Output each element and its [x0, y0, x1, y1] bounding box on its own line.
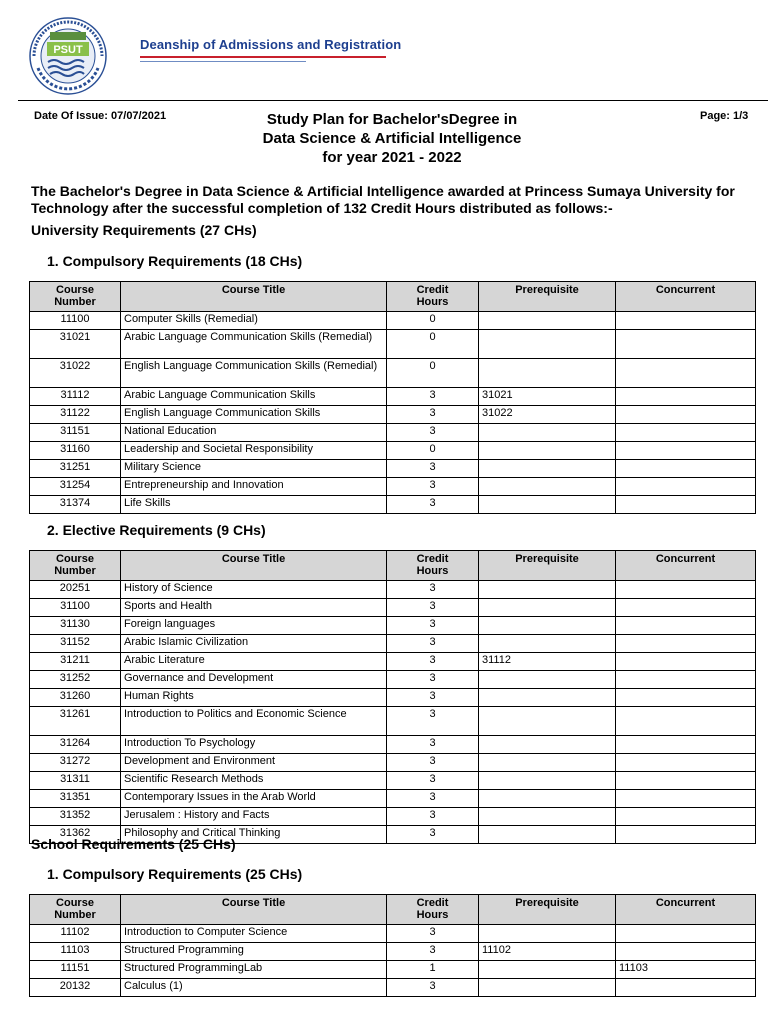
course-title-cell: Arabic Language Communication Skills (Remedial)	[121, 330, 387, 359]
credit-hours-cell: 3	[387, 460, 479, 478]
prerequisite-cell	[479, 961, 616, 979]
credit-hours-cell: 3	[387, 635, 479, 653]
concurrent-cell	[616, 979, 756, 997]
course-title-cell: Development and Environment	[121, 754, 387, 772]
credit-hours-cell: 0	[387, 442, 479, 460]
col-header-prerequisite: Prerequisite	[479, 282, 616, 312]
concurrent-cell	[616, 359, 756, 388]
course-row	[30, 925, 756, 943]
prerequisite-cell	[479, 496, 616, 514]
credit-hours-cell: 3	[387, 671, 479, 689]
course-row	[30, 496, 756, 514]
intro-paragraph: The Bachelor's Degree in Data Science & Artificial Intelligence awarded at Princess Sumaya University for Technology after the successful completion of 132 Credit Hours distributed as follows:-	[31, 183, 735, 216]
course-number-cell: 11103	[30, 943, 121, 961]
prerequisite-cell: 11102	[479, 943, 616, 961]
credit-hours-cell: 3	[387, 617, 479, 635]
credit-hours-cell: 3	[387, 581, 479, 599]
course-title-cell: Introduction to Politics and Economic Science	[121, 707, 387, 736]
concurrent-cell	[616, 406, 756, 424]
uni-compulsory-heading: 1. Compulsory Requirements (18 CHs)	[47, 253, 303, 269]
course-title-cell: Introduction To Psychology	[121, 736, 387, 754]
course-number-cell: 31351	[30, 790, 121, 808]
credit-hours-cell: 3	[387, 754, 479, 772]
university-requirements-heading: University Requirements (27 CHs)	[31, 222, 257, 238]
concurrent-cell	[616, 312, 756, 330]
credit-hours-cell: 0	[387, 359, 479, 388]
course-row	[30, 424, 756, 442]
concurrent-cell: 11103	[616, 961, 756, 979]
course-number-cell: 31100	[30, 599, 121, 617]
course-number-cell: 31160	[30, 442, 121, 460]
credit-hours-cell: 3	[387, 388, 479, 406]
course-title-cell: Philosophy and Critical Thinking	[121, 826, 387, 844]
concurrent-cell	[616, 925, 756, 943]
concurrent-cell	[616, 442, 756, 460]
course-row	[30, 406, 756, 424]
prerequisite-cell: 31022	[479, 406, 616, 424]
col-header-course-number: Course Number	[30, 895, 121, 925]
course-row	[30, 808, 756, 826]
credit-hours-cell: 3	[387, 599, 479, 617]
psut-seal-logo	[28, 16, 108, 96]
document-title	[216, 110, 568, 167]
prerequisite-cell	[479, 312, 616, 330]
uni-compulsory-table	[29, 281, 756, 514]
course-number-cell: 11102	[30, 925, 121, 943]
prerequisite-cell	[479, 736, 616, 754]
school-compulsory-body	[30, 925, 756, 997]
course-row	[30, 442, 756, 460]
col-header-prerequisite: Prerequisite	[479, 895, 616, 925]
course-number-cell: 31272	[30, 754, 121, 772]
concurrent-cell	[616, 424, 756, 442]
credit-hours-cell: 3	[387, 808, 479, 826]
course-number-cell: 31152	[30, 635, 121, 653]
course-number-cell: 31130	[30, 617, 121, 635]
credit-hours-cell: 3	[387, 925, 479, 943]
header-divider	[18, 100, 768, 101]
table-header-row	[30, 551, 756, 581]
course-title-cell: Sports and Health	[121, 599, 387, 617]
course-title-cell: Foreign languages	[121, 617, 387, 635]
credit-hours-cell: 3	[387, 406, 479, 424]
prerequisite-cell: 31112	[479, 653, 616, 671]
course-row	[30, 961, 756, 979]
prerequisite-cell	[479, 689, 616, 707]
col-header-concurrent: Concurrent	[616, 895, 756, 925]
course-title-cell: Computer Skills (Remedial)	[121, 312, 387, 330]
course-row	[30, 707, 756, 736]
credit-hours-cell: 3	[387, 790, 479, 808]
svg-text:PSUT: PSUT	[53, 44, 83, 56]
prerequisite-cell	[479, 359, 616, 388]
course-number-cell: 31254	[30, 478, 121, 496]
prerequisite-cell	[479, 925, 616, 943]
course-row	[30, 312, 756, 330]
department-title: Deanship of Admissions and Registration	[140, 37, 402, 52]
prerequisite-cell	[479, 330, 616, 359]
course-number-cell: 31264	[30, 736, 121, 754]
course-title-cell: Contemporary Issues in the Arab World	[121, 790, 387, 808]
concurrent-cell	[616, 599, 756, 617]
course-title-cell: Arabic Language Communication Skills	[121, 388, 387, 406]
course-row	[30, 330, 756, 359]
course-title-cell: Scientific Research Methods	[121, 772, 387, 790]
concurrent-cell	[616, 581, 756, 599]
col-header-course-title: Course Title	[121, 895, 387, 925]
concurrent-cell	[616, 388, 756, 406]
course-title-cell: Entrepreneurship and Innovation	[121, 478, 387, 496]
course-title-cell: Introduction to Computer Science	[121, 925, 387, 943]
course-title-cell: Military Science	[121, 460, 387, 478]
concurrent-cell	[616, 943, 756, 961]
course-title-cell: English Language Communication Skills (Remedial)	[121, 359, 387, 388]
course-number-cell: 31021	[30, 330, 121, 359]
prerequisite-cell	[479, 754, 616, 772]
credit-hours-cell: 3	[387, 943, 479, 961]
course-title-cell: Structured ProgrammingLab	[121, 961, 387, 979]
credit-hours-cell: 3	[387, 736, 479, 754]
col-header-concurrent: Concurrent	[616, 282, 756, 312]
credit-hours-cell: 3	[387, 826, 479, 844]
course-title-cell: Governance and Development	[121, 671, 387, 689]
col-header-concurrent: Concurrent	[616, 551, 756, 581]
credit-hours-cell: 3	[387, 979, 479, 997]
credit-hours-cell: 0	[387, 312, 479, 330]
course-row	[30, 790, 756, 808]
course-row	[30, 478, 756, 496]
prerequisite-cell	[479, 808, 616, 826]
concurrent-cell	[616, 330, 756, 359]
concurrent-cell	[616, 653, 756, 671]
col-header-course-number: Course Number	[30, 282, 121, 312]
course-number-cell: 31311	[30, 772, 121, 790]
prerequisite-cell	[479, 707, 616, 736]
page-number: Page: 1/3	[700, 110, 749, 122]
concurrent-cell	[616, 617, 756, 635]
course-number-cell: 31211	[30, 653, 121, 671]
prerequisite-cell	[479, 478, 616, 496]
course-number-cell: 31251	[30, 460, 121, 478]
course-title-cell: Arabic Islamic Civilization	[121, 635, 387, 653]
course-title-cell: Arabic Literature	[121, 653, 387, 671]
table-header-row	[30, 895, 756, 925]
course-number-cell: 31362	[30, 826, 121, 844]
course-number-cell: 31252	[30, 671, 121, 689]
course-title-cell: Human Rights	[121, 689, 387, 707]
concurrent-cell	[616, 671, 756, 689]
school-compulsory-table	[29, 894, 756, 997]
course-title-cell: Calculus (1)	[121, 979, 387, 997]
credit-hours-cell: 3	[387, 689, 479, 707]
credit-hours-cell: 3	[387, 496, 479, 514]
course-title-cell: National Education	[121, 424, 387, 442]
course-number-cell: 20251	[30, 581, 121, 599]
course-row	[30, 635, 756, 653]
credit-hours-cell: 0	[387, 330, 479, 359]
concurrent-cell	[616, 460, 756, 478]
course-row	[30, 388, 756, 406]
header-red-rule	[140, 56, 386, 58]
course-row	[30, 581, 756, 599]
concurrent-cell	[616, 635, 756, 653]
course-title-cell: Life Skills	[121, 496, 387, 514]
credit-hours-cell: 1	[387, 961, 479, 979]
course-row	[30, 943, 756, 961]
course-number-cell: 31374	[30, 496, 121, 514]
prerequisite-cell	[479, 442, 616, 460]
course-row	[30, 599, 756, 617]
prerequisite-cell	[479, 635, 616, 653]
credit-hours-cell: 3	[387, 653, 479, 671]
course-number-cell: 11151	[30, 961, 121, 979]
course-row	[30, 617, 756, 635]
credit-hours-cell: 3	[387, 478, 479, 496]
concurrent-cell	[616, 772, 756, 790]
uni-elective-table	[29, 550, 756, 844]
credit-hours-cell: 3	[387, 424, 479, 442]
prerequisite-cell	[479, 424, 616, 442]
title-line-2: Data Science & Artificial Intelligence	[262, 130, 522, 147]
concurrent-cell	[616, 478, 756, 496]
course-row	[30, 979, 756, 997]
course-title-cell: Structured Programming	[121, 943, 387, 961]
concurrent-cell	[616, 754, 756, 772]
course-number-cell: 31260	[30, 689, 121, 707]
prerequisite-cell	[479, 979, 616, 997]
course-title-cell: English Language Communication Skills	[121, 406, 387, 424]
prerequisite-cell: 31021	[479, 388, 616, 406]
course-title-cell: History of Science	[121, 581, 387, 599]
credit-hours-cell: 3	[387, 772, 479, 790]
header-blue-rule	[140, 61, 306, 62]
concurrent-cell	[616, 790, 756, 808]
prerequisite-cell	[479, 671, 616, 689]
col-header-credit-hours: Credit Hours	[387, 282, 479, 312]
title-line-3: for year 2021 - 2022	[322, 149, 462, 166]
col-header-course-title: Course Title	[121, 551, 387, 581]
prerequisite-cell	[479, 599, 616, 617]
prerequisite-cell	[479, 790, 616, 808]
prerequisite-cell	[479, 772, 616, 790]
course-row	[30, 689, 756, 707]
concurrent-cell	[616, 496, 756, 514]
title-line-1: Study Plan for Bachelor'sDegree in	[266, 111, 518, 128]
uni-elective-heading: 2. Elective Requirements (9 CHs)	[47, 522, 266, 538]
course-row	[30, 754, 756, 772]
course-row	[30, 653, 756, 671]
course-number-cell: 31261	[30, 707, 121, 736]
document-header	[26, 14, 766, 98]
course-row	[30, 460, 756, 478]
concurrent-cell	[616, 707, 756, 736]
course-number-cell: 31112	[30, 388, 121, 406]
course-number-cell: 11100	[30, 312, 121, 330]
col-header-course-title: Course Title	[121, 282, 387, 312]
table-header-row	[30, 282, 756, 312]
course-title-cell: Leadership and Societal Responsibility	[121, 442, 387, 460]
course-row	[30, 736, 756, 754]
uni-elective-body	[30, 581, 756, 844]
prerequisite-cell	[479, 581, 616, 599]
col-header-course-number: Course Number	[30, 551, 121, 581]
credit-hours-cell: 3	[387, 707, 479, 736]
school-requirements-heading: School Requirements (25 CHs)	[31, 836, 236, 852]
prerequisite-cell	[479, 460, 616, 478]
uni-compulsory-body	[30, 312, 756, 514]
course-number-cell: 20132	[30, 979, 121, 997]
prerequisite-cell	[479, 826, 616, 844]
col-header-credit-hours: Credit Hours	[387, 551, 479, 581]
concurrent-cell	[616, 689, 756, 707]
col-header-credit-hours: Credit Hours	[387, 895, 479, 925]
course-number-cell: 31122	[30, 406, 121, 424]
col-header-prerequisite: Prerequisite	[479, 551, 616, 581]
prerequisite-cell	[479, 617, 616, 635]
course-row	[30, 359, 756, 388]
school-compulsory-heading: 1. Compulsory Requirements (25 CHs)	[47, 866, 303, 882]
course-title-cell: Jerusalem : History and Facts	[121, 808, 387, 826]
course-row	[30, 671, 756, 689]
course-number-cell: 31022	[30, 359, 121, 388]
concurrent-cell	[616, 736, 756, 754]
concurrent-cell	[616, 808, 756, 826]
course-number-cell: 31352	[30, 808, 121, 826]
issue-date: Date Of Issue: 07/07/2021	[34, 110, 167, 122]
course-number-cell: 31151	[30, 424, 121, 442]
course-row	[30, 772, 756, 790]
concurrent-cell	[616, 826, 756, 844]
